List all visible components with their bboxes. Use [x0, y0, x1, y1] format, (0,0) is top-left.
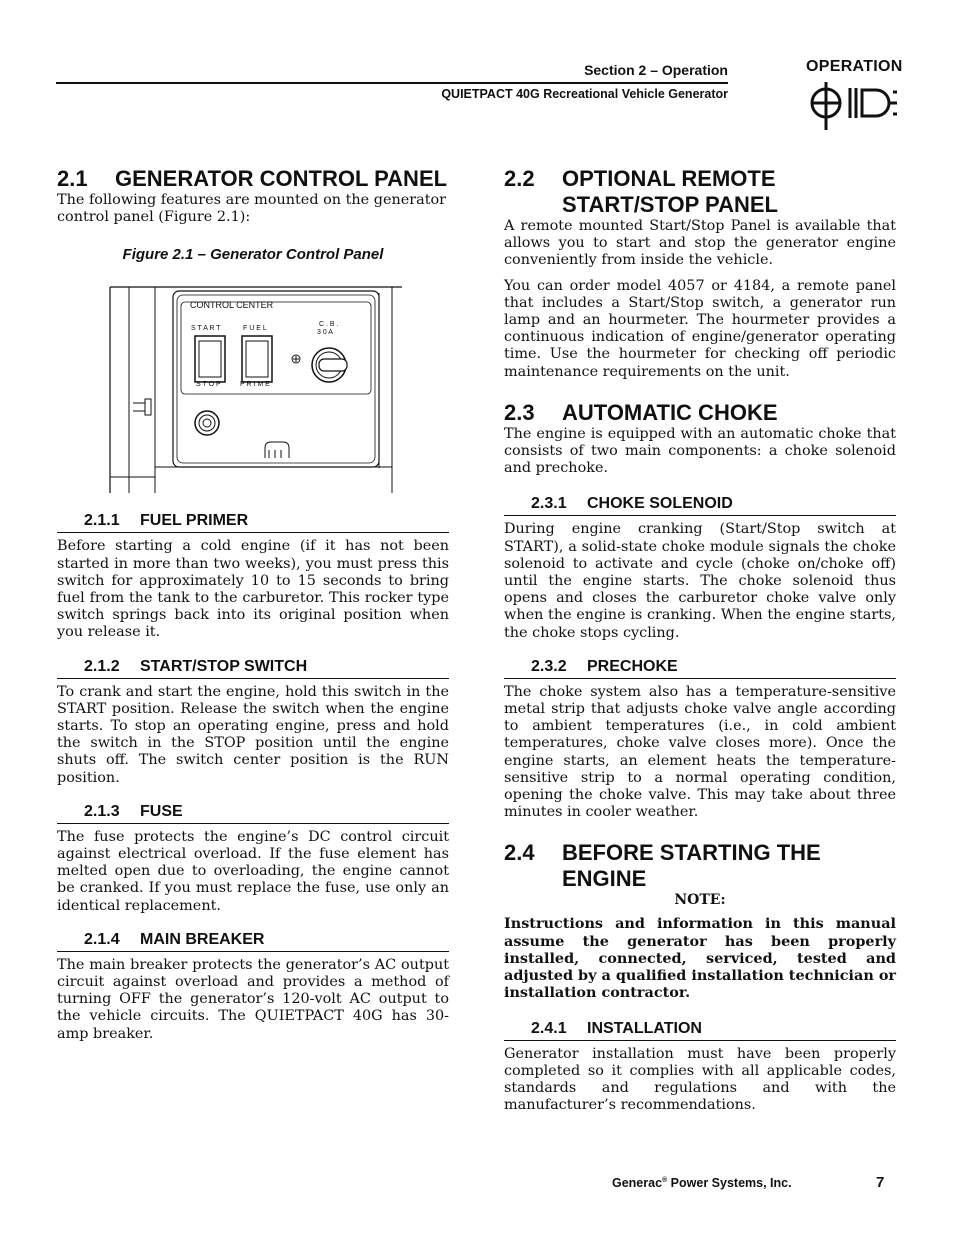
- section-2-1-1-heading: 2.1.1 FUEL PRIMER: [57, 511, 449, 533]
- page-number: 7: [876, 1174, 885, 1191]
- section-2-1-4-text: The main breaker protects the generator’s AC output circuit against overload and provides a method of turning OFF the generator’s 120-volt AC output to the vehicle circuits. The QUIETPACT 40G has 30-amp breaker.: [57, 956, 449, 1042]
- section-2-1-heading: 2.1 GENERATOR CONTROL PANEL: [57, 166, 448, 191]
- header-rule: [56, 82, 728, 84]
- section-2-3-text: The engine is equipped with an automatic choke that consists of two main components: a choke solenoid and prechoke.: [504, 425, 896, 477]
- section-2-2-heading: 2.2 OPTIONAL REMOTE START/STOP PANEL: [504, 166, 778, 217]
- operation-icon: [800, 78, 900, 136]
- section-2-1-3-text: The fuse protects the engine’s DC control circuit against electrical overload. If the fuse element has melted open due to overloading, the engine cannot be cranked. If you must replace the fuse, use only an identical replacement.: [57, 828, 449, 914]
- cb-rating-label: 3 0 A: [317, 329, 333, 337]
- section-2-3-heading: 2.3 AUTOMATIC CHOKE: [504, 399, 778, 425]
- start-label: S T A R T: [191, 325, 221, 333]
- section-2-3-2-text: The choke system also has a temperature-sensitive metal strip that adjusts choke valve angle according to ambient temperatures (i.e., in cold ambient temperatures, choke valve closes more). Once the engine starts, an element heats the temperature-sensitive strip to a normal operating condition, opening the choke valve. This may take about three minutes in cooler weather.: [504, 683, 896, 821]
- section-2-4-heading: 2.4 BEFORE STARTING THE ENGINE: [504, 840, 821, 892]
- right-column: [504, 166, 896, 1114]
- control-panel-figure: [57, 283, 449, 493]
- section-2-2-p2: You can order model 4057 or 4184, a remote panel that includes a Start/Stop switch, a generator run lamp and an hourmeter. The hourmeter provides a continuous indication of engine/generator operating time. Use the hourmeter for checking off periodic maintenance requirements on the unit.: [504, 277, 896, 380]
- note-label: NOTE:: [674, 892, 726, 909]
- left-column: [57, 166, 449, 1043]
- header-product: QUIETPACT 40G Recreational Vehicle Generator: [441, 87, 728, 101]
- section-2-1-4-heading: 2.1.4 MAIN BREAKER: [57, 930, 449, 952]
- section-2-3-1-heading: 2.3.1 CHOKE SOLENOID: [504, 494, 896, 516]
- prime-label: P R I M E: [240, 381, 270, 389]
- section-2-1-intro: The following features are mounted on the generator control panel (Figure 2.1):: [57, 192, 447, 226]
- section-2-2-p1: A remote mounted Start/Stop Panel is available that allows you to start and stop the generator engine conveniently from inside the vehicle.: [504, 218, 896, 269]
- note-text: Instructions and information in this manual assume the generator has been properly installed, connected, serviced, tested and adjusted by a qualified installation technician or installation contractor.: [504, 915, 896, 1002]
- operation-badge: OPERATION: [806, 58, 903, 75]
- cb-label: C . B .: [319, 321, 339, 329]
- fuel-label: F U E L: [243, 325, 267, 333]
- section-2-1-1-text: Before starting a cold engine (if it has not been started in more than two weeks), you must press this switch for approximately 10 to 15 seconds to bring fuel from the tank to the carburetor. This rocker type switch springs back into its original position when you release it.: [57, 538, 449, 641]
- section-2-3-2-heading: 2.3.2 PRECHOKE: [504, 657, 896, 679]
- header-section: Section 2 – Operation: [584, 62, 728, 78]
- stop-label: S T O P: [196, 381, 221, 389]
- section-2-1-2-text: To crank and start the engine, hold this switch in the START position. Release the switch when the engine starts. To stop an operating engine, press and hold the switch in the STOP position until the engine shuts off. The switch center position is the RUN position.: [57, 683, 449, 786]
- panel-label: CONTROL CENTER: [190, 300, 274, 311]
- section-2-4-1-heading: 2.4.1 INSTALLATION: [504, 1019, 896, 1041]
- footer-company: Generac® Power Systems, Inc.: [612, 1176, 792, 1190]
- section-2-3-1-text: During engine cranking (Start/Stop switch at START), a solid-state choke module signals the choke solenoid to activate and cycle (choke on/choke off) until the engine starts. The choke solenoid thus opens and closes the carburetor choke valve only when the engine is cranking. When the engine starts, the choke stops cycling.: [504, 521, 896, 641]
- section-2-4-1-text: Generator installation must have been properly completed so it complies with all applicable codes, standards and regulations and with the manufacturer’s recommendations.: [504, 1045, 896, 1114]
- section-2-1-2-heading: 2.1.2 START/STOP SWITCH: [57, 657, 449, 679]
- figure-caption: Figure 2.1 – Generator Control Panel: [122, 246, 384, 264]
- section-2-1-3-heading: 2.1.3 FUSE: [57, 802, 449, 824]
